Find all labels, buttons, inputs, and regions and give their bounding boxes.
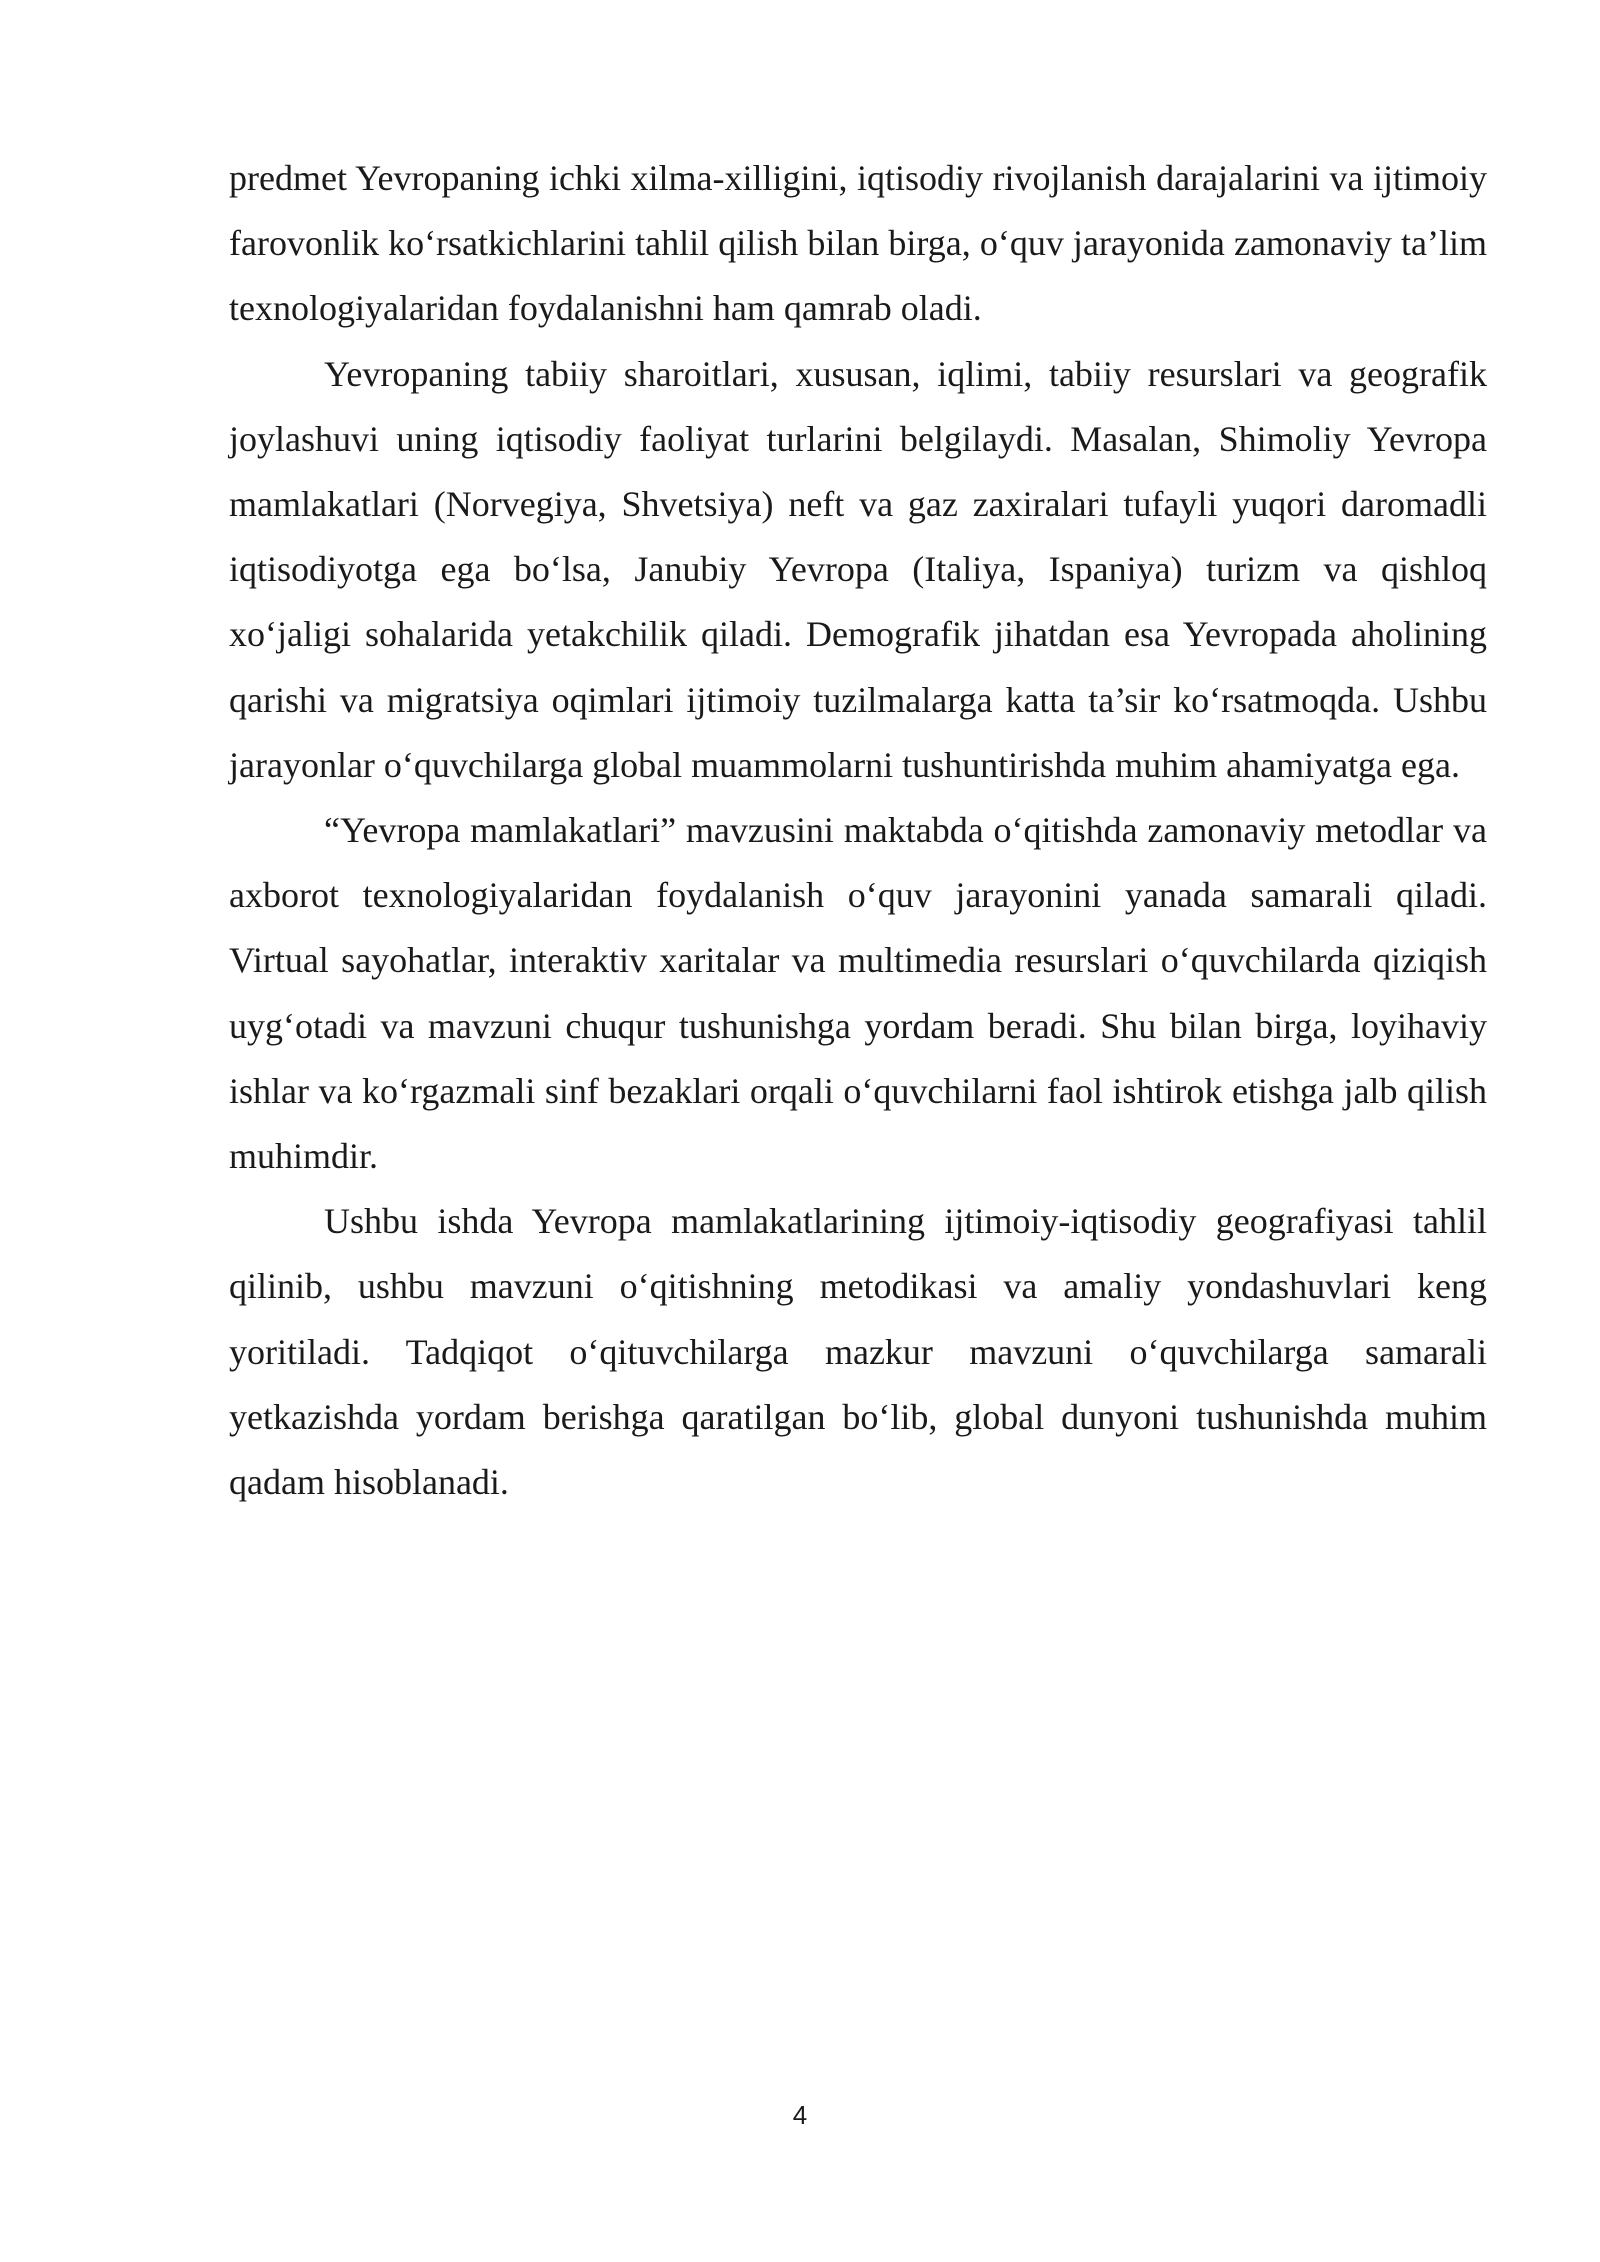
paragraph-2: Yevropaning tabiiy sharoitlari, xususan, iqlimi, tabiiy resurslari va geografik joylashuvi uning iqtisodiy faoliyat turlarini belgilaydi. Masalan, Shimoliy Yevropa mamlakatlari (Norvegiya, Shvetsiya) neft va gaz zaxiralari tufayli yuqori daromadli iqtisodiyotga ega bo‘lsa, Janubiy Yevropa (Italiya, Ispaniya) turizm va qishloq xo‘jaligi sohalarida yetakchilik qiladi. Demografik jihatdan esa Yevropada aholining qarishi va migratsiya oqimlari ijtimoiy tuzilmalarga katta ta’sir ko‘rsatmoqda. Ushbu jarayonlar o‘quvchilarga global muammolarni tushuntirishda muhim ahamiyatga ega.: [229, 353, 1487, 785]
paragraph-4: Ushbu ishda Yevropa mamlakatlarining ijtimoiy-iqtisodiy geografiyasi tahlil qilinib, ushbu mavzuni o‘qitishning metodikasi va amaliy yondashuvlari keng yoritiladi. Tadqiqot o‘qituvchilarga mazkur mavzuni o‘quvchilarga samarali yetkazishda yordam berishga qaratilgan bo‘lib, global dunyoni tushunishda muhim qadam hisoblanadi.: [229, 1201, 1487, 1503]
page-number: 4: [792, 2100, 808, 2130]
document-body: [229, 146, 1487, 1515]
paragraph-1-continued: predmet Yevropaning ichki xilma-xilligini, iqtisodiy rivojlanish darajalarini va ijtimoiy farovonlik ko‘rsatkichlarini tahlil qilish bilan birga, o‘quv jarayonida zamonaviy ta’lim texnologiyalaridan foydalanishni ham qamrab oladi.: [229, 158, 1487, 329]
paragraph-3: “Yevropa mamlakatlari” mavzusini maktabda o‘qitishda zamonaviy metodlar va axborot texnologiyalaridan foydalanish o‘quv jarayonini yanada samarali qiladi. Virtual sayohatlar, interaktiv xaritalar va multimedia resurslari o‘quvchilarda qiziqish uyg‘otadi va mavzuni chuqur tushunishga yordam beradi. Shu bilan birga, loyihaviy ishlar va ko‘rgazmali sinf bezaklari orqali o‘quvchilarni faol ishtirok etishga jalb qilish muhimdir.: [229, 810, 1487, 1177]
